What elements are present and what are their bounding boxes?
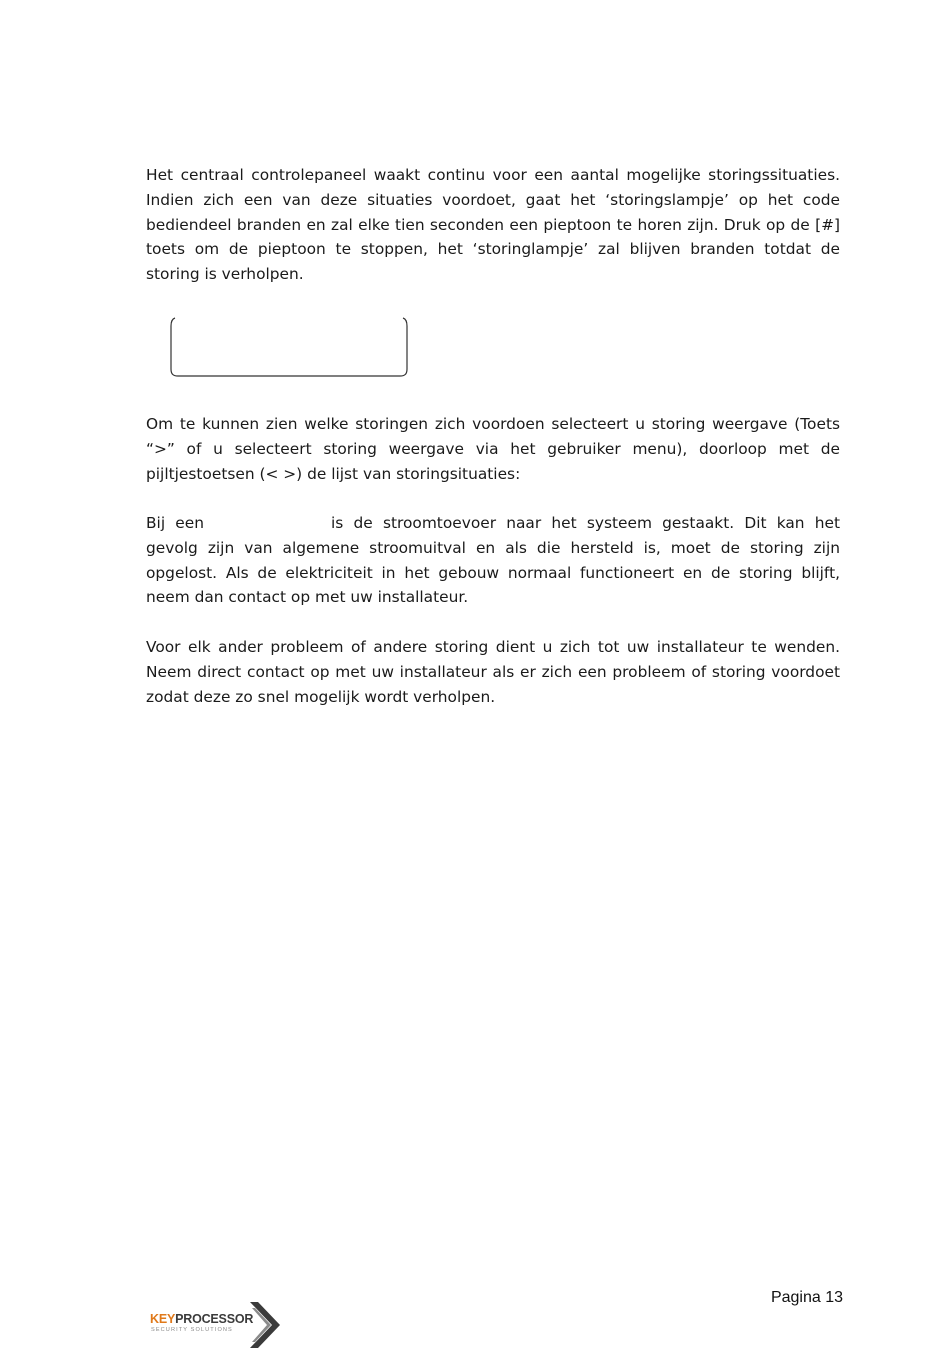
chevron-arrow-icon bbox=[246, 1300, 286, 1350]
power-failure-text: is de stroomtoevoer naar het systeem gestaakt. Dit kan het gevolg zijn van algemene stroomuitval en als die hersteld is, moet de storing zijn opgelost. Als de elektriciteit in het gebouw normaal functioneert en de storing blijft, neem dan contact op met uw installateur. bbox=[146, 514, 840, 607]
page-number: Pagina 13 bbox=[770, 1289, 843, 1306]
paragraph-other-problems: Voor elk ander probleem of andere storing dient u zich tot uw installateur te wenden. Neem direct contact op met uw installateur als er zich een probleem of storing voordoet zodat deze zo snel mogelijk wordt verholpen. bbox=[146, 638, 840, 706]
keyprocessor-logo bbox=[150, 1300, 286, 1350]
paragraph-power-failure bbox=[146, 511, 840, 610]
logo-wordmark: KEYPROCESSOR bbox=[150, 1312, 254, 1326]
power-failure-lead: Bij een bbox=[146, 514, 205, 532]
logo-subtitle: SECURITY SOLUTIONS bbox=[151, 1327, 233, 1333]
lcd-display-frame bbox=[168, 316, 410, 378]
paragraph-intro: Het centraal controlepaneel waakt continu voor een aantal mogelijke storingssituaties. Indien zich een van deze situaties voordoet, gaat het ‘storingslampje’ op het code bediendeel branden en zal elke tien seconden een pieptoon te horen zijn. Druk op de [#] toets om de pieptoon te stoppen, het ‘storinglampje’ zal blijven branden totdat de storing is verholpen. bbox=[146, 166, 840, 284]
paragraph-fault-view: Om te kunnen zien welke storingen zich voordoen selecteert u storing weergave (Toets “>” of u selecteert storing weergave via het gebruiker menu), doorloop met de pijltjestoetsen (< >) de lijst van storingsituaties: bbox=[146, 415, 840, 483]
